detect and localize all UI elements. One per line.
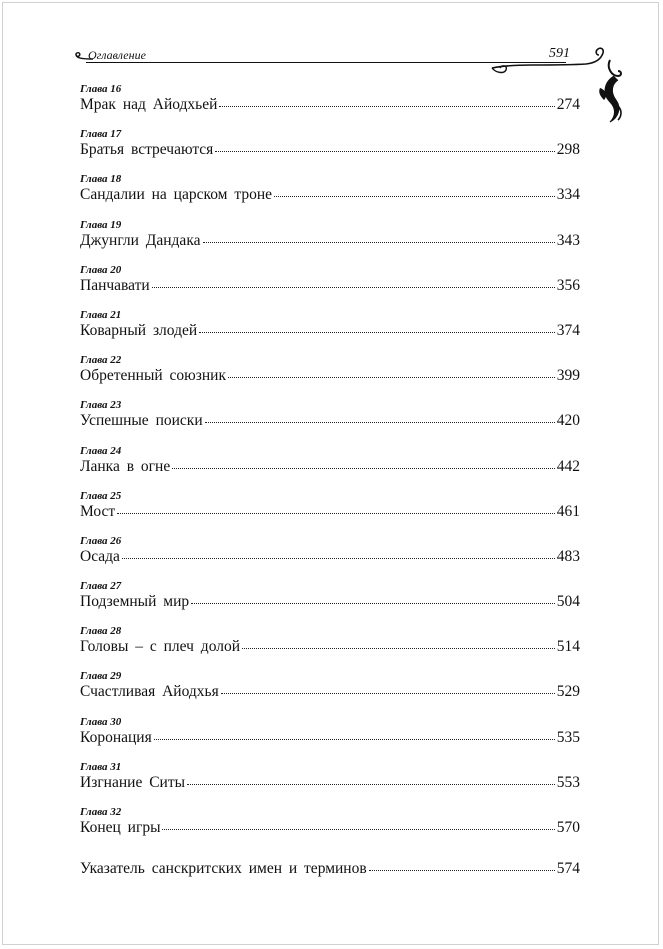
dot-leader — [219, 106, 554, 107]
page-number: 514 — [556, 638, 580, 656]
dot-leader — [117, 513, 555, 514]
chapter-title: Конец игры — [80, 819, 161, 836]
chapter-title: Братья встречаются — [80, 141, 214, 159]
dot-leader — [221, 693, 555, 694]
table-of-contents — [80, 82, 580, 890]
chapter-label: Глава 29 — [80, 670, 122, 683]
page-number: 343 — [556, 231, 580, 249]
page-number: 374 — [556, 321, 580, 339]
toc-entry — [80, 624, 580, 669]
chapter-title: Осада — [80, 547, 120, 565]
chapter-label: Глава 26 — [80, 534, 122, 547]
toc-entry — [80, 82, 580, 127]
dot-leader — [205, 422, 555, 423]
chapter-title: Джунгли Дандака — [80, 231, 201, 249]
chapter-title: Головы – с плеч долой — [80, 638, 241, 656]
chapter-title: Мрак над Айодхьей — [80, 96, 218, 113]
chapter-title: Панчавати — [80, 276, 150, 294]
chapter-title: Успешные поиски — [80, 412, 203, 430]
toc-entry — [80, 398, 580, 443]
dot-leader — [162, 829, 554, 830]
page-number: 274 — [556, 96, 580, 113]
toc-entry — [80, 805, 580, 850]
toc-entry — [80, 579, 580, 624]
page-number: 529 — [556, 683, 580, 701]
dot-leader — [172, 468, 555, 469]
chapter-label: Глава 20 — [80, 263, 122, 276]
dot-leader — [191, 603, 555, 604]
dot-leader — [152, 287, 555, 288]
page-number: 553 — [556, 773, 580, 791]
chapter-label: Глава 30 — [80, 715, 122, 728]
toc-index-entry — [80, 850, 580, 890]
page-number: 570 — [556, 819, 580, 836]
chapter-label: Глава 18 — [80, 173, 122, 186]
index-title: Указатель санскритских имен и терминов — [80, 860, 367, 878]
dot-leader — [187, 784, 555, 785]
dot-leader — [228, 377, 555, 378]
toc-entry — [80, 218, 580, 263]
page-number: 356 — [556, 276, 580, 294]
page-number: 399 — [556, 367, 580, 385]
toc-entry — [80, 715, 580, 760]
chapter-title: Обретенный союзник — [80, 367, 226, 385]
chapter-label: Глава 21 — [80, 308, 122, 321]
page-number: 483 — [556, 547, 580, 565]
page-number: 504 — [556, 593, 580, 611]
chapter-label: Глава 19 — [80, 218, 122, 231]
chapter-label: Глава 22 — [80, 354, 122, 367]
chapter-label: Глава 17 — [80, 128, 122, 141]
toc-entry — [80, 444, 580, 489]
chapter-title: Изгнание Ситы — [80, 773, 186, 791]
dot-leader — [154, 739, 555, 740]
chapter-title: Мост — [80, 502, 116, 520]
page-number: 535 — [556, 728, 580, 746]
page-number: 420 — [556, 412, 580, 430]
chapter-title: Ланка в огне — [80, 457, 171, 475]
toc-entry — [80, 760, 580, 805]
chapter-title: Коронация — [80, 728, 152, 746]
chapter-label: Глава 27 — [80, 580, 122, 593]
chapter-title: Подземный мир — [80, 593, 190, 611]
toc-entry — [80, 172, 580, 217]
page-number: 461 — [556, 502, 580, 520]
toc-entry — [80, 308, 580, 353]
toc-entry — [80, 263, 580, 308]
chapter-label: Глава 23 — [80, 399, 122, 412]
chapter-title: Коварный злодей — [80, 321, 198, 339]
header-page-number: 591 — [549, 46, 570, 61]
header-section-title: Оглавление — [88, 48, 146, 62]
toc-entry — [80, 127, 580, 172]
chapter-label: Глава 24 — [80, 444, 122, 457]
dot-leader — [215, 151, 554, 152]
dot-leader — [274, 196, 555, 197]
toc-entry — [80, 353, 580, 398]
dot-leader — [242, 648, 555, 649]
chapter-title: Счастливая Айодхья — [80, 683, 219, 701]
page-number: 442 — [556, 457, 580, 475]
chapter-label: Глава 28 — [80, 625, 122, 638]
page-number: 298 — [556, 141, 580, 159]
chapter-label: Глава 16 — [80, 83, 122, 95]
page-number: 334 — [556, 186, 580, 204]
dot-leader — [122, 558, 555, 559]
chapter-label: Глава 32 — [80, 806, 122, 818]
toc-entry — [80, 489, 580, 534]
dot-leader — [203, 242, 555, 243]
page-number: 574 — [556, 860, 580, 878]
chapter-title: Сандалии на царском троне — [80, 186, 272, 204]
chapter-label: Глава 25 — [80, 489, 122, 502]
chapter-label: Глава 31 — [80, 760, 122, 773]
toc-entry — [80, 669, 580, 714]
dot-leader — [199, 332, 555, 333]
toc-entry — [80, 534, 580, 579]
dot-leader — [369, 870, 555, 871]
